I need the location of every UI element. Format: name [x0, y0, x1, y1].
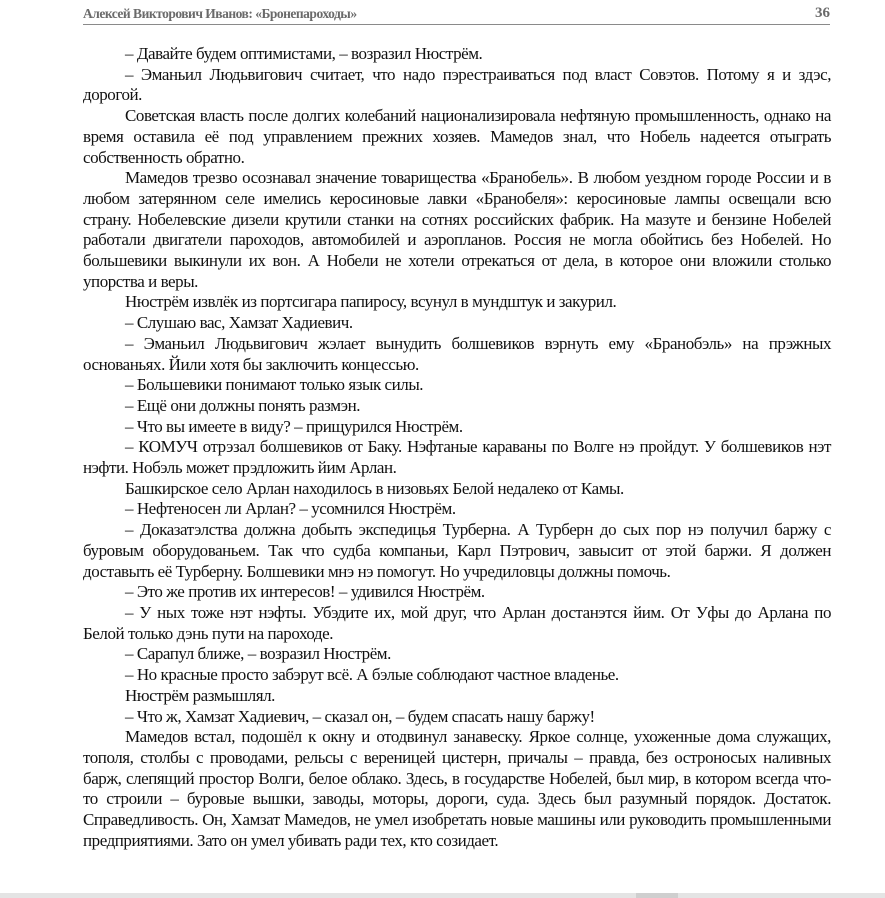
running-title: Алексей Викторович Иванов: «Бронепароходы»: [83, 6, 357, 21]
paragraph: – Это же против их интересов! – удивился Нюстрём.: [125, 582, 485, 602]
paragraph: – Сарапул ближе, – возразил Нюстрём.: [125, 644, 391, 664]
horizontal-scrollbar[interactable]: [0, 893, 885, 898]
paragraph: – КОМУЧ отрэзал болшевиков от Баку. Нэфтаные караваны по Волге нэ пройдут. У болшевиков нэт нэфти. Нобэль может прэдложить йим Арлан.: [83, 437, 831, 478]
paragraph: Нюстрём извлёк из портсигара папиросу, всунул в мундштук и закурил.: [125, 292, 617, 312]
paragraph: Мамедов трезво осознавал значение товарищества «Бранобель». В любом уездном городе России и в любом затерянном селе имелись керосиновые лавки «Бранобеля»: керосиновые лампы освещали всю страну. Нобелевские дизели крутили станки на сотнях российских фабрик. На мазуте и бензине Нобелей работали двигатели пароходов, автомобилей и аэропланов. Россия не могла обойтись без Нобелей. Но большевики выкинули их вон. А Нобели не хотели отрекаться от дела, в которое они вложили столько упорства и веры.: [83, 168, 831, 291]
scrollbar-thumb[interactable]: [636, 893, 678, 898]
paragraph: – Эманьил Людьвигович жэлает вынудить болшевиков вэрнуть ему «Бранобэль» на прэжных основаньях. Йили хотя бы заключить концессью.: [83, 333, 831, 374]
paragraph: Советская власть после долгих колебаний национализировала нефтяную промышленность, однако на время оставила её под управлением прежних хозяев. Мамедов знал, что Нобель надеется отыграть собственность обратно.: [83, 106, 831, 167]
paragraph: – У ных тоже нэт нэфты. Убэдите их, мой друг, что Арлан достанэтся йим. От Уфы до Арлана по Белой только дэнь пути на пароходе.: [83, 602, 831, 643]
paragraph: – Давайте будем оптимистами, – возразил Нюстрём.: [125, 44, 483, 63]
paragraph: – Большевики понимают только язык силы.: [125, 375, 424, 395]
paragraph: – Но красные просто забэрут всё. А бэлые соблюдают частное владенье.: [125, 665, 619, 685]
paragraph: – Что ж, Хамзат Хадиевич, – сказал он, – будем спасать нашу баржу!: [125, 706, 595, 726]
page-header: [83, 4, 830, 25]
page-body: [83, 44, 831, 851]
page-number: 36: [815, 5, 830, 21]
paragraph: – Ещё они должны понять размэн.: [125, 395, 361, 415]
paragraph: – Нефтеносен ли Арлан? – усомнился Нюстрём.: [125, 499, 456, 519]
paragraph: Мамедов встал, подошёл к окну и отодвинул занавеску. Яркое солнце, ухоженные дома служащих, тополя, столбы с проводами, рельсы с вереницей цистерн, причалы – правда, без остроносых наливных барж, слепящий простор Волги, белое облако. Здесь, в государстве Нобелей, был мир, в котором всегда что-то строили – буровые вышки, заводы, моторы, дороги, суда. Здесь был разумный порядок. Достаток. Справедливость. Он, Хамзат Мамедов, не умел изобретать новые машины или руководить промышленными предприятиями. Зато он умел убивать ради тех, кто созидает.: [83, 727, 831, 850]
paragraph: – Слушаю вас, Хамзат Хадиевич.: [125, 313, 353, 333]
paragraph: – Доказатэлства должна добыть экспедицья Турберна. А Турберн до сых пор нэ получил баржу с буровым оборудованьем. Так что судба компаньи, Карл Пэтрович, завысит от этой баржи. Я должен доставыть её Турберну. Болшевики мнэ нэ помогут. Но учредиловцы должны помочь.: [83, 520, 831, 581]
paragraph: – Эманьил Людьвигович считает, что надо пэрестраиваться под власт Совэтов. Потому я и здэс, дорогой.: [83, 64, 831, 105]
paragraph: Башкирское село Арлан находилось в низовьях Белой недалеко от Камы.: [125, 478, 624, 498]
paragraph: – Что вы имеете в виду? – прищурился Нюстрём.: [125, 416, 463, 436]
paragraph: Нюстрём размышлял.: [125, 685, 275, 705]
